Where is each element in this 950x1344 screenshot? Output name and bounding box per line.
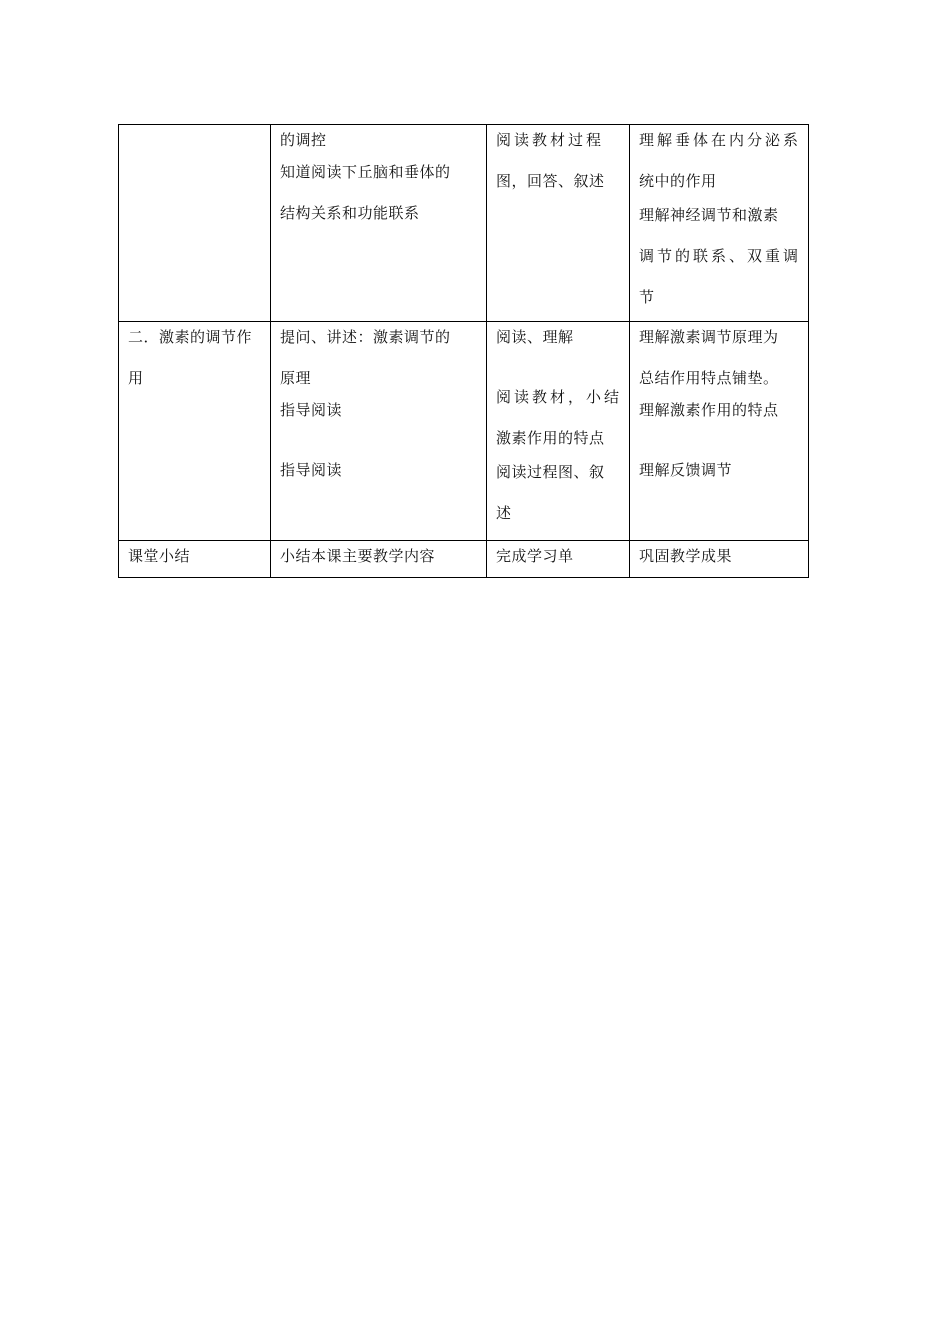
- lesson-plan-table: [118, 124, 809, 578]
- table-cell-student-activity: [487, 125, 630, 322]
- table-cell-student-activity: [487, 541, 630, 578]
- table-cell-design-intent: [630, 541, 809, 578]
- cell-text: 指导阅读: [280, 401, 343, 419]
- cell-text: 理解神经调节和激素: [639, 206, 779, 224]
- cell-text: 节: [639, 288, 655, 306]
- table-cell-design-intent: [630, 322, 809, 541]
- table-cell-teacher-activity: [271, 541, 487, 578]
- cell-text: 激素作用的特点: [496, 429, 605, 447]
- table-row: [119, 322, 809, 541]
- cell-text: 原理: [280, 369, 312, 387]
- cell-text: 理解反馈调节: [639, 461, 733, 479]
- cell-text: 理解激素调节原理为: [639, 328, 779, 346]
- cell-text: 阅读、理解: [496, 328, 574, 346]
- cell-text: 阅读教材，小结: [496, 388, 623, 406]
- cell-text: 小结本课主要教学内容: [280, 547, 436, 565]
- cell-text: 课堂小结: [128, 547, 191, 565]
- table-cell-stage: [119, 322, 271, 541]
- cell-text: 理解垂体在内分泌系: [639, 131, 802, 149]
- cell-text: 二．激素的调节作: [128, 328, 253, 346]
- table-cell-design-intent: [630, 125, 809, 322]
- table-cell-teacher-activity: [271, 322, 487, 541]
- cell-text: 图，回答、叙述: [496, 172, 605, 190]
- cell-text: 提问、讲述：激素调节的: [280, 328, 451, 346]
- cell-text: 理解激素作用的特点: [639, 401, 779, 419]
- cell-text: 述: [496, 504, 512, 522]
- table-cell-teacher-activity: [271, 125, 487, 322]
- cell-text: 指导阅读: [280, 461, 343, 479]
- cell-text: 阅读教材过程: [496, 131, 605, 149]
- cell-text: 用: [128, 369, 144, 387]
- table-row: [119, 125, 809, 322]
- cell-text: 完成学习单: [496, 547, 574, 565]
- table-cell-stage: [119, 125, 271, 322]
- cell-text: 统中的作用: [639, 172, 717, 190]
- cell-text: 的调控: [280, 131, 327, 149]
- cell-text: 巩固教学成果: [639, 547, 733, 565]
- cell-text: 结构关系和功能联系: [280, 204, 420, 222]
- table-row: [119, 541, 809, 578]
- table-cell-stage: [119, 541, 271, 578]
- cell-text: 总结作用特点铺垫。: [639, 369, 779, 387]
- table-cell-student-activity: [487, 322, 630, 541]
- cell-text: 知道阅读下丘脑和垂体的: [280, 163, 451, 181]
- cell-text: 阅读过程图、叙: [496, 463, 605, 481]
- cell-text: 调节的联系、双重调: [639, 247, 802, 265]
